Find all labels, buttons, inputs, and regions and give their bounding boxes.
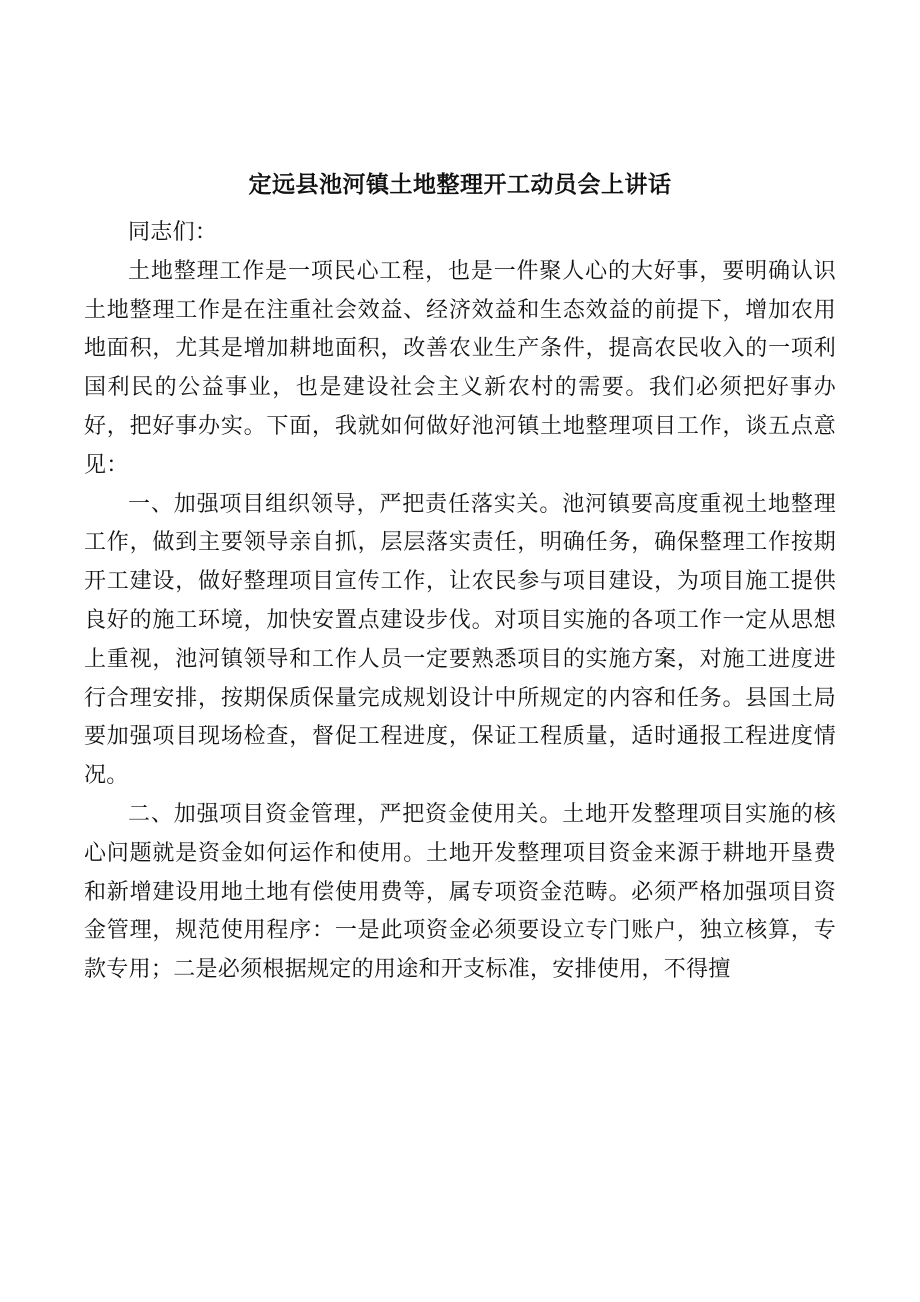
paragraph-point-two: 二、加强项目资金管理，严把资金使用关。土地开发整理项目实施的核心问题就是资金如何运作和使用。土地开发整理项目资金来源于耕地开垦费和新增建设用地土地有偿使用费等，属专项资金范畴。必须严格加强项目资金管理，规范使用程序：一是此项资金必须要设立专门账户，独立核算，专款专用；二是必须根据规定的用途和开支标准，安排使用，不得擅: [84, 801, 836, 983]
paragraph-point-one: 一、加强项目组织领导，严把责任落实关。池河镇要高度重视土地整理工作，做到主要领导亲自抓，层层落实责任，明确任务，确保整理工作按期开工建设，做好整理项目宣传工作，让农民参与项目建设，为项目施工提供良好的施工环境，加快安置点建设步伐。对项目实施的各项工作一定从思想上重视，池河镇领导和工作人员一定要熟悉项目的实施方案，对施工进度进行合理安排，按期保质保量完成规划设计中所规定的内容和任务。县国土局要加强项目现场检查，督促工程进度，保证工程质量，适时通报工程进度情况。: [84, 491, 836, 789]
paragraph-intro: 土地整理工作是一项民心工程，也是一件聚人心的大好事，要明确认识土地整理工作是在注重社会效益、经济效益和生态效益的前提下，增加农用地面积，尤其是增加耕地面积，改善农业生产条件，提高农民收入的一项利国利民的公益事业，也是建设社会主义新农村的需要。我们必须把好事办好，把好事办实。下面，我就如何做好池河镇土地整理项目工作，谈五点意见：: [84, 258, 836, 478]
document-body: [84, 214, 836, 990]
document-title: 定远县池河镇土地整理开工动员会上讲话: [248, 171, 672, 198]
greeting: 同志们：: [128, 220, 218, 245]
